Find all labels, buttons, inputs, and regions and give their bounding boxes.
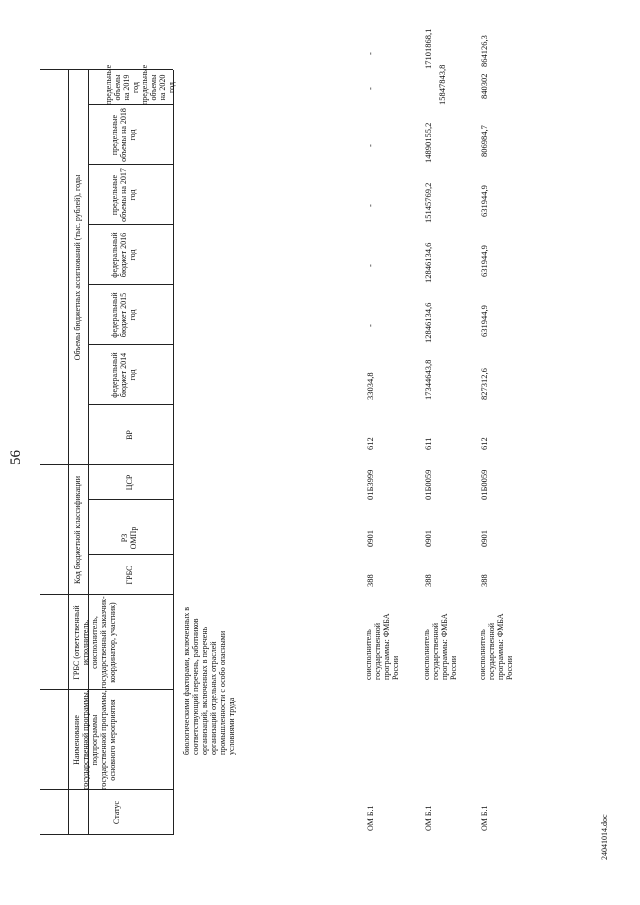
row-grbs: 388	[365, 574, 375, 587]
row-csr: 01Б3999	[365, 469, 375, 500]
row-2017: 631944,9	[479, 185, 489, 217]
row-status: ОМ Б.1	[480, 805, 489, 831]
header-budget-code: Код бюджетной классификации	[73, 476, 82, 584]
row-rz: 0901	[479, 530, 489, 547]
row-csr: 01Б0059	[479, 469, 489, 500]
row-status: ОМ Б.1	[366, 805, 375, 831]
row-vr: 612	[479, 437, 489, 450]
footer-filename: 24041014.doc	[600, 814, 609, 860]
table-line	[88, 224, 173, 225]
table-line	[68, 70, 69, 835]
row-vr: 612	[365, 437, 375, 450]
page-number: 56	[8, 450, 24, 465]
row-responsible: соисполнитель государственной программы: ФМБА России	[422, 613, 458, 680]
row-2015: -	[365, 324, 375, 327]
table-line	[40, 464, 173, 465]
row-2020: -	[365, 52, 375, 55]
row-grbs: 388	[479, 574, 489, 587]
table-line	[88, 344, 173, 345]
header-2019: предельные объемы на 2019 год	[104, 64, 140, 105]
row-2015: 12846134,6	[423, 302, 433, 343]
table-line	[173, 70, 174, 835]
header-2018: предельные объемы на 2018 год	[110, 108, 137, 162]
row-2020: 17101868,1	[423, 28, 433, 69]
row-2019: -	[365, 87, 375, 90]
row-2015: 631944,9	[479, 305, 489, 337]
row-responsible: соисполнитель государственной программы: ФМБА России	[478, 613, 514, 680]
header-2015: федеральный бюджет 2015 год	[110, 292, 137, 338]
row-2014: 33034,8	[365, 372, 375, 400]
row-status: ОМ Б.1	[424, 805, 433, 831]
header-vr: ВР	[125, 430, 134, 440]
header-status: Статус	[112, 800, 121, 825]
header-csr: ЦСР	[125, 474, 134, 491]
row-rz: 0901	[365, 530, 375, 547]
row-2017: 15145769,2	[423, 182, 433, 223]
header-2020: предельные объемы на 2020 год	[140, 64, 176, 105]
row-2016: -	[365, 264, 375, 267]
table-line	[88, 164, 173, 165]
header-program-name: Наименование государственной программы, подпрограммы государственной программы, основного мероприятия	[72, 690, 117, 790]
header-grbs: ГРБС	[125, 565, 134, 585]
header-2016: федеральный бюджет 2016 год	[110, 232, 137, 278]
row-2018: -	[365, 144, 375, 147]
table-line	[88, 284, 173, 285]
row-2018: 806984,7	[479, 125, 489, 157]
header-rz-ompr: РЗ ОМПр	[120, 526, 138, 550]
row-2019: 15847843,8	[437, 64, 447, 105]
row-vr: 611	[423, 437, 433, 450]
header-2017: предельные объемы на 2017 год	[110, 168, 137, 222]
row-2020: 864126,3	[479, 35, 489, 67]
row-2014: 827312,6	[479, 368, 489, 400]
row-csr: 01Б0059	[423, 469, 433, 500]
row-grbs: 388	[423, 574, 433, 587]
row-2019: 840302	[479, 73, 489, 99]
row-continuation-text: биологическими факторами, включенных в соответствующий перечень, работников организаций, включенных в перечень организаций отдельных отраслей промышленности с особо опасными условиями труда	[182, 606, 236, 755]
row-2017: -	[365, 204, 375, 207]
row-responsible: соисполнитель государственной программы: ФМБА России	[364, 613, 400, 680]
table-line	[40, 834, 173, 835]
row-2016: 12846134,6	[423, 242, 433, 283]
row-rz: 0901	[423, 530, 433, 547]
row-2016: 631944,9	[479, 245, 489, 277]
header-budget-volumes: Объемы бюджетных ассигнований (тыс. рублей), годы	[73, 174, 82, 361]
header-2014: федеральный бюджет 2014 год	[110, 352, 137, 398]
row-2014: 17344643,8	[423, 359, 433, 400]
row-2018: 14890155,2	[423, 122, 433, 163]
header-grbs-responsible: ГРБС (ответственный исполнитель, соисполнитель, государственный заказчик-координатор, участник)	[72, 596, 117, 689]
